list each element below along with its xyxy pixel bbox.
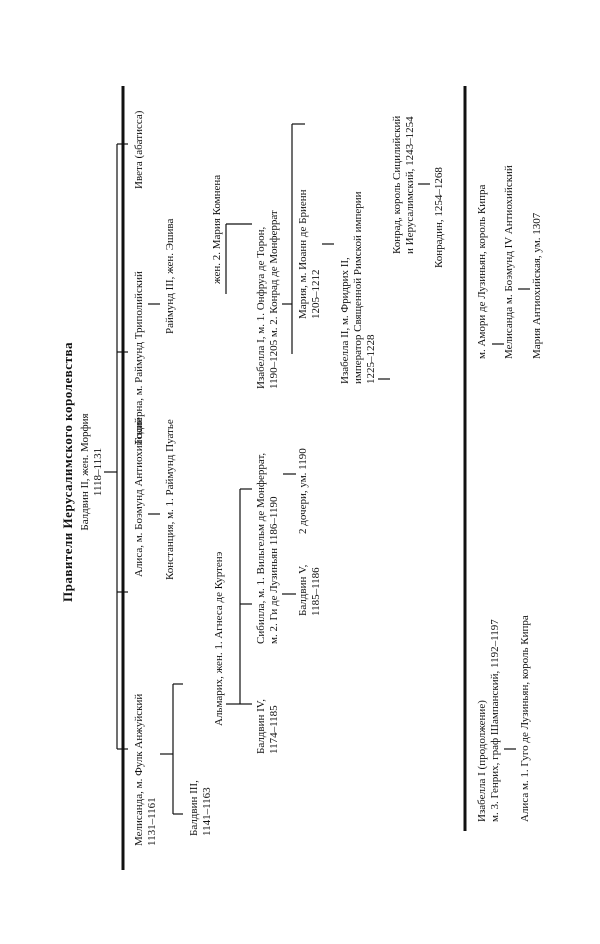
hodierna-name: Годиерна, м. Раймунд Триполийский [133,271,145,444]
maria-brienne-years: 1205–1212 [310,269,322,319]
maria-brienne-name: Мария, м. Иоанн де Бриенн [297,189,309,319]
amaury: м. Амори де Лузиньян, король Кипра [476,184,488,359]
melisende-name: Мелисанда, м. Фулк Анжуйский [133,693,145,846]
isabella2-years: 1225–1228 [365,334,377,384]
root-name: Балдвин II, жен. Морфия [79,413,91,531]
baldwin4-name: Балдвин IV, [255,698,267,754]
raymond3-name: Раймунд III, жен. Эшива [164,218,176,334]
sibylla-line1: Сибилла, м. 1. Вильгельм де Монферрат, [255,452,267,644]
baldwin5-years: 1185–1186 [310,567,322,616]
conrad-line2: и Иерусалимский, 1243–1254 [404,116,416,254]
isabella1-line1: Изабелла I, м. 1. Онфруа де Торон, [255,226,267,389]
henry: м. 3. Генрих, граф Шампанский, 1192–1197 [489,619,501,822]
chart-title: Правители Иерусалимского королевства [60,342,75,602]
isabella2-line1: Изабелла II, м. Фридрих II, [339,257,351,384]
daughters: 2 дочери, ум. 1190 [297,448,309,534]
isabella-cont: Изабелла I (продолжение) [476,700,488,822]
baldwin4-years: 1174–1185 [268,705,280,754]
isabella2-line2: император Священной Римской империи [352,191,364,384]
melisende-antioch: Мелисанда м. Боэмунд IV Антиохийский [503,165,515,359]
maria-komnena: жен. 2. Мария Комнена [211,174,223,284]
root-years: 1118–1131 [92,447,104,497]
amalric-name: Альмарих, жен. 1. Агнеса де Куртенэ [213,551,225,726]
conrad-line1: Конрад, король Сицилийский [391,115,403,254]
isabella1-line2: 1190–1205 м. 2. Конрад де Монферрат [268,210,280,389]
sibylla-line2: м. 2. Ги де Лузиньян 1186–1190 [268,496,280,644]
baldwin3-years: 1141–1163 [201,787,213,836]
constance-name: Констанция, м. 1. Раймунд Пуатье [164,419,176,580]
iveta-name: Ивета (абатисса) [133,110,145,189]
baldwin5-name: Балдвин V, [297,564,309,616]
maria-antioch: Мария Антиохийская, ум. 1307 [531,212,543,359]
alice-name: Алиса, м. Боэмунд Антиохийский [133,417,145,577]
baldwin3-name: Балдвин III, [188,780,200,836]
alice-cyprus: Алиса м. 1. Гуго де Лузиньян, король Кипра [519,615,531,822]
conradin: Конрадин, 1254–1268 [433,167,445,268]
melisende-years: 1131–1161 [146,797,158,846]
